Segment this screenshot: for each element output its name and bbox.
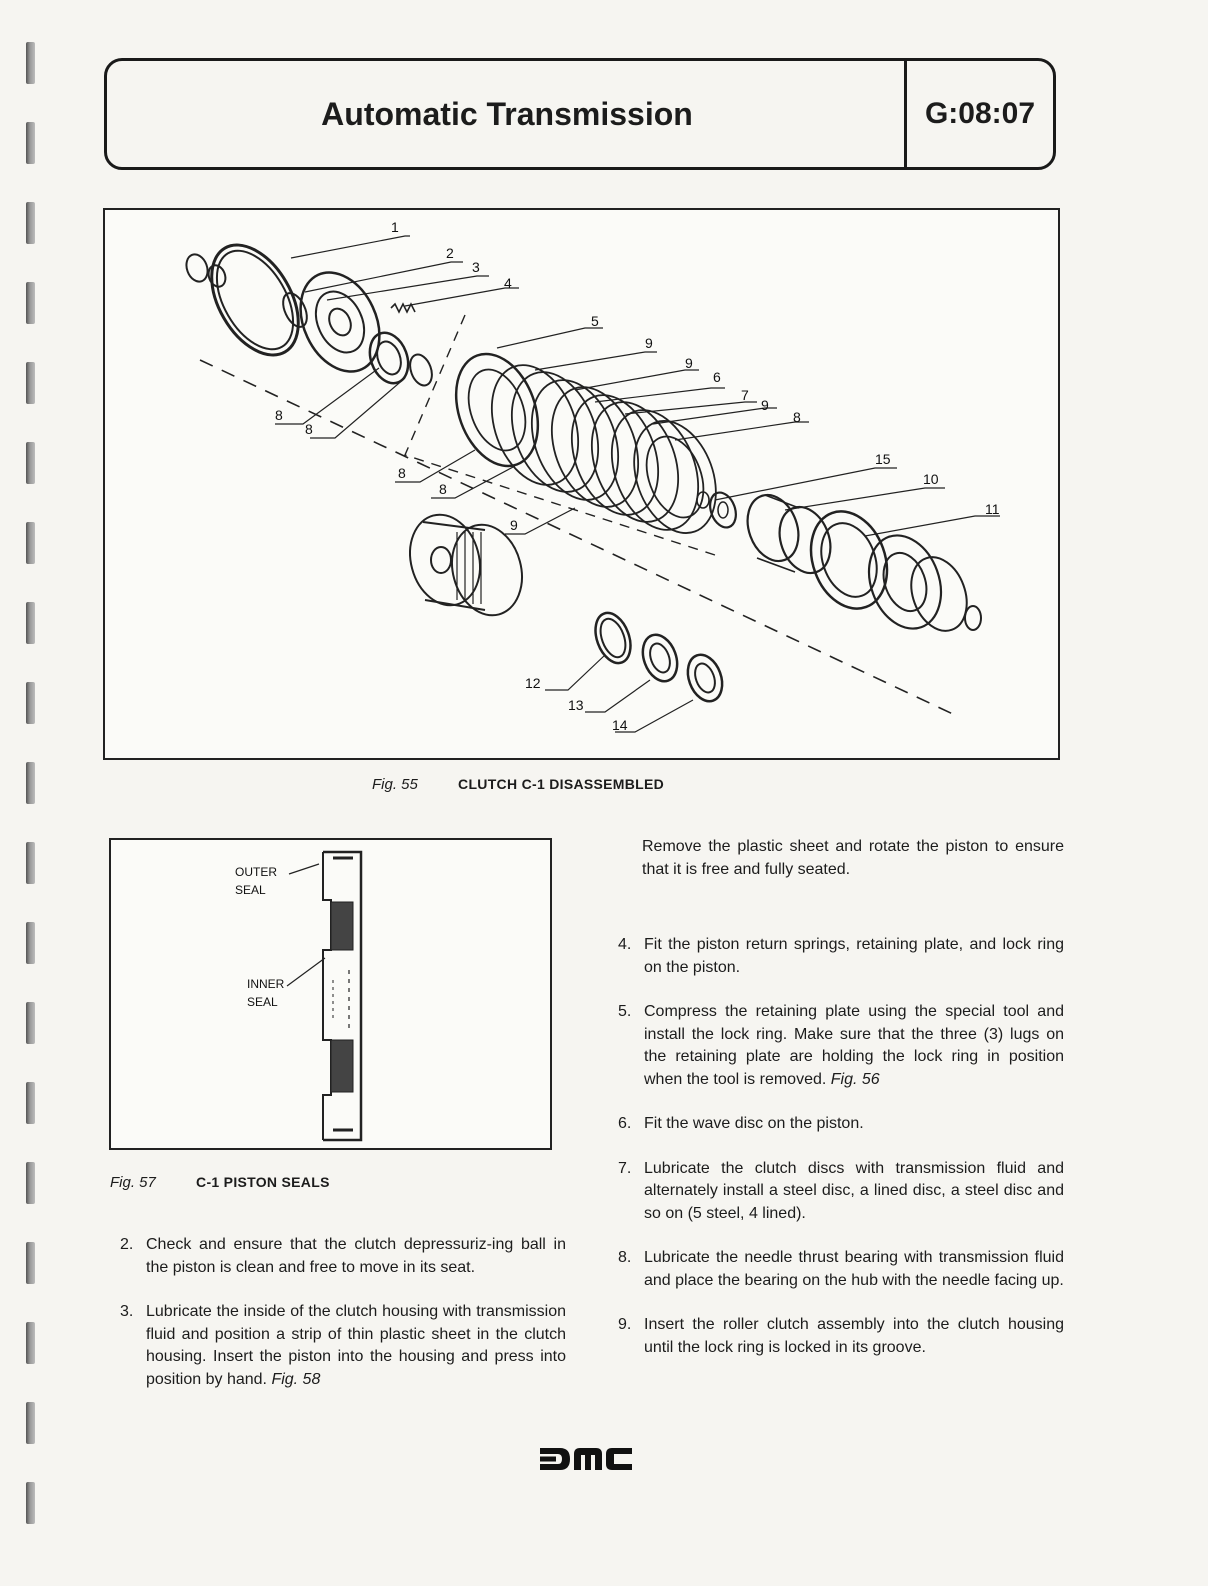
callout-9b: 9 xyxy=(685,355,693,371)
step-5: 5. Compress the retaining plate using the special tool and install the lock ring. Make sure that the three (3) lugs on the retaining plate are holding the lock ring in position when the tool is removed. Fig. 56 xyxy=(618,1003,1064,1088)
section-code: G:08:07 xyxy=(924,97,1036,130)
callout-4: 4 xyxy=(504,275,512,291)
callout-8a: 6 xyxy=(713,369,721,385)
step-5-fig-ref: Fig. 56 xyxy=(830,1070,880,1088)
step-3: 3. Lubricate the inside of the clutch housing with transmission fluid and position a strip of thin plastic sheet in the clutch housing. Insert the piston into the housing and press into position by hand. Fig. 58 xyxy=(120,1303,566,1388)
step-7-text: Lubricate the clutch discs with transmission fluid and alternately install a steel disc, a lined disc, a steel disc and so on (5 steel, 4 lined). xyxy=(644,1159,1064,1222)
figure-55-caption xyxy=(372,776,664,793)
callout-1: 1 xyxy=(391,219,399,235)
callout-14: 14 xyxy=(612,717,628,733)
figure-57-piston-seals xyxy=(109,838,552,1150)
callout-10: 10 xyxy=(923,471,939,487)
callout-9a: 9 xyxy=(645,335,653,351)
inner-seal-label-2: SEAL xyxy=(247,995,278,1009)
step-6: 6. Fit the wave disc on the piston. xyxy=(618,1115,864,1132)
step-3-fig-ref: Fig. 58 xyxy=(271,1370,321,1388)
step-9: 9. Insert the roller clutch assembly into the clutch housing until the lock ring is locked in its groove. xyxy=(618,1316,1064,1356)
step-2: 2. Check and ensure that the clutch depressuriz-ing ball in the piston is clean and free to move in its seat. xyxy=(120,1236,566,1276)
figure-55-title: CLUTCH C-1 DISASSEMBLED xyxy=(458,776,665,792)
step-5-text: Compress the retaining plate using the special tool and install the lock ring. Make sure that the three (3) lugs on the retaining plate are holding the lock ring in position when the tool is removed. xyxy=(644,1003,1064,1088)
step-6-text: Fit the wave disc on the piston. xyxy=(644,1115,864,1132)
binder-holes xyxy=(24,30,44,1570)
callout-8c: 8 xyxy=(793,409,801,425)
dmc-logo xyxy=(540,1448,632,1470)
callout-5: 8 xyxy=(275,407,283,423)
callout-2: 2 xyxy=(446,245,454,261)
step-4: 4. Fit the piston return springs, retaining plate, and lock ring on the piston. xyxy=(618,936,1064,976)
step-7: 7. Lubricate the clutch discs with transmission fluid and alternately install a steel disc, a lined disc, a steel disc and so on (5 steel, 4 lined). xyxy=(618,1159,1064,1222)
step-8: 8. Lubricate the needle thrust bearing with transmission fluid and place the bearing on the hub with the needle facing up. xyxy=(618,1249,1064,1289)
callout-8d: 8 xyxy=(398,465,406,481)
callout-9c: 9 xyxy=(761,397,769,413)
figure-57-title: C-1 PISTON SEALS xyxy=(196,1174,330,1190)
inner-seal-label-1: INNER xyxy=(247,977,285,991)
step-4-text: Fit the piston return springs, retaining plate, and lock ring on the piston. xyxy=(644,936,1064,976)
figure-55-exploded-view xyxy=(103,208,1060,760)
step-2-text: Check and ensure that the clutch depressuriz-ing ball in the piston is clean and free to move in its seat. xyxy=(146,1236,566,1276)
callout-7: 5 xyxy=(591,313,599,329)
callout-8e: 8 xyxy=(439,481,447,497)
steps-left-column xyxy=(120,1234,566,1413)
step-8-text: Lubricate the needle thrust bearing with transmission fluid and place the bearing on the hub with the needle facing up. xyxy=(644,1249,1064,1289)
page-header xyxy=(104,58,1056,170)
outer-seal-label-2: SEAL xyxy=(235,883,266,897)
intro-paragraph: Remove the plastic sheet and rotate the piston to ensure that it is free and fully seated. xyxy=(642,838,1064,878)
figure-57-number: Fig. 57 xyxy=(110,1174,156,1191)
callout-11: 11 xyxy=(985,501,1000,517)
figure-55-number: Fig. 55 xyxy=(372,776,418,793)
callout-15: 15 xyxy=(875,451,891,467)
callout-6: 8 xyxy=(305,421,313,437)
callout-3: 3 xyxy=(472,259,480,275)
callout-13: 13 xyxy=(568,697,584,713)
outer-seal-label-1: OUTER xyxy=(235,865,277,879)
callout-12: 12 xyxy=(525,675,541,691)
figure-57-caption xyxy=(110,1174,330,1191)
step-3-text: Lubricate the inside of the clutch housing with transmission fluid and position a strip of thin plastic sheet in the clutch housing. Insert the piston into the housing and press into position by hand. xyxy=(146,1303,566,1388)
callout-9d: 9 xyxy=(510,517,518,533)
callout-8b: 7 xyxy=(741,387,749,403)
steps-right-column xyxy=(618,934,1064,1381)
step-9-text: Insert the roller clutch assembly into the clutch housing until the lock ring is locked in its groove. xyxy=(644,1316,1064,1356)
page-title: Automatic Transmission xyxy=(321,96,693,132)
